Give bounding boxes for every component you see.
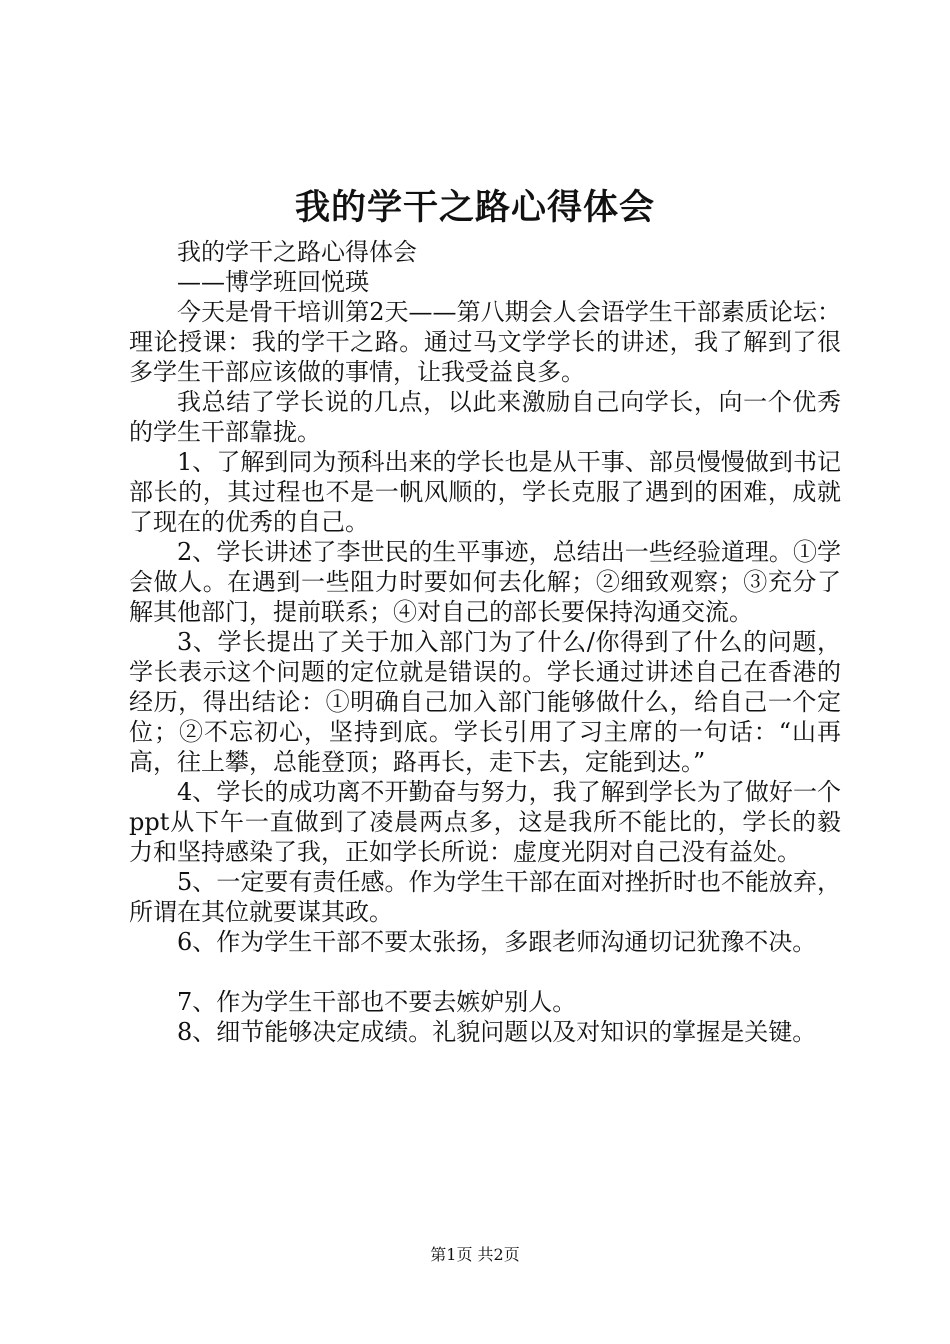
paragraph-author: ——博学班回悦瑛: [177, 268, 369, 296]
page-number-footer: 第1页 共2页: [430, 1245, 520, 1264]
paragraph-point-3: 3、学长提出了关于加入部门为了什么/你得到了什么的问题，学长表示这个问题的定位就是错误的。学长通过讲述自己在香港的经历，得出结论：①明确自己加入部门能够做什么，给自己一个定位；②不忘初心，坚持到底。学长引用了习主席的一句话：“山再高，往上攀，总能登顶；路再长，走下去，定能到达。”: [129, 628, 841, 776]
paragraph-point-4: 4、学长的成功离不开勤奋与努力，我了解到学长为了做好一个ppt从下午一直做到了凌晨两点多，这是我所不能比的，学长的毅力和坚持感染了我，正如学长所说：虚度光阴对自己没有益处。: [129, 778, 841, 866]
paragraph-point-1: 1、了解到同为预科出来的学长也是从干事、部员慢慢做到书记部长的，其过程也不是一帆风顺的，学长克服了遇到的困难，成就了现在的优秀的自己。: [129, 448, 841, 536]
paragraph-intro: 今天是骨干培训第2天——第八期会人会语学生干部素质论坛：理论授课：我的学干之路。通过马文学学长的讲述，我了解到了很多学生干部应该做的事情，让我受益良多。: [129, 298, 841, 386]
document-title: 我的学干之路心得体会: [294, 187, 655, 228]
paragraph-point-6: 6、作为学生干部不要太张扬，多跟老师沟通切记犹豫不决。: [177, 928, 817, 956]
paragraph-point-8: 8、细节能够决定成绩。礼貌问题以及对知识的掌握是关键。: [177, 1018, 817, 1046]
paragraph-point-2: 2、学长讲述了李世民的生平事迹，总结出一些经验道理。①学会做人。在遇到一些阻力时要如何去化解；②细致观察；③充分了解其他部门，提前联系；④对自己的部长要保持沟通交流。: [129, 538, 841, 626]
paragraph-point-5: 5、一定要有责任感。作为学生干部在面对挫折时也不能放弃，所谓在其位就要谋其政。: [129, 868, 841, 926]
paragraph-summary: 我总结了学长说的几点，以此来激励自己向学长，向一个优秀的学生干部靠拢。: [129, 388, 841, 446]
paragraph-point-7: 7、作为学生干部也不要去嫉妒别人。: [177, 988, 577, 1016]
document-body: [129, 237, 841, 1047]
paragraph-subtitle: 我的学干之路心得体会: [177, 238, 417, 266]
